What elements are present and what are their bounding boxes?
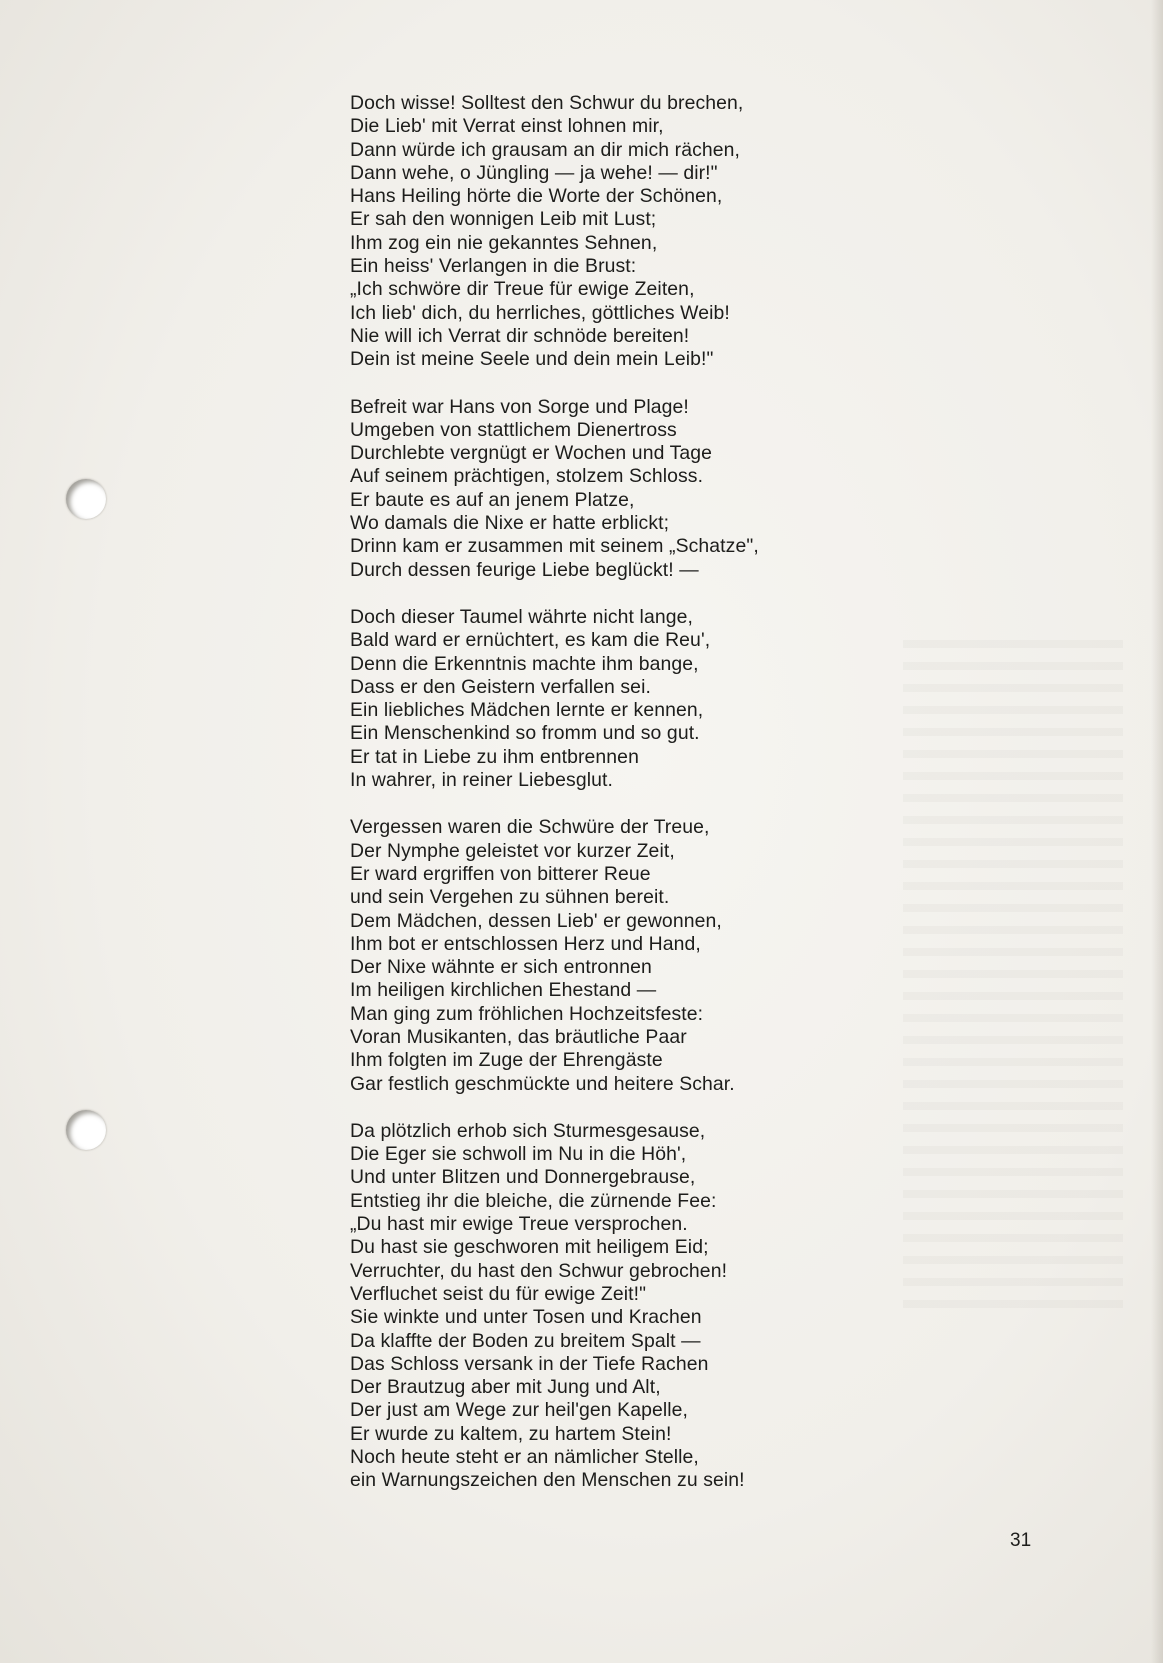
poem-line: Ein liebliches Mädchen lernte er kennen,: [350, 699, 704, 722]
poem-line: Das Schloss versank in der Tiefe Rachen: [350, 1352, 709, 1375]
poem-line: Gar festlich geschmückte und heitere Schar.: [350, 1072, 735, 1095]
stanza-5: [350, 1120, 910, 1493]
poem-line: Drinn kam er zusammen mit seinem „Schatze",: [350, 535, 759, 558]
poem-line: Da klaffte der Boden zu breitem Spalt —: [350, 1329, 701, 1352]
poem-body: [350, 92, 910, 1517]
poem-line: Ihm folgten im Zuge der Ehrengäste: [350, 1049, 663, 1072]
poem-line: Die Eger sie schwoll im Nu in die Höh',: [350, 1143, 687, 1166]
poem-line: Umgeben von stattlichem Dienertross: [350, 418, 677, 441]
poem-line: Du hast sie geschworen mit heiligem Eid;: [350, 1236, 709, 1259]
poem-line: Dann würde ich grausam an dir mich rächen,: [350, 138, 741, 161]
poem-line: Dass er den Geistern verfallen sei.: [350, 675, 651, 698]
poem-line: Sie winkte und unter Tosen und Krachen: [350, 1306, 702, 1329]
poem-line: Ein Menschenkind so fromm und so gut.: [350, 722, 700, 745]
poem-line: „Du hast mir ewige Treue versprochen.: [350, 1213, 688, 1236]
page-edge-shadow: [1151, 0, 1163, 1663]
poem-line: Wo damals die Nixe er hatte erblickt;: [350, 512, 670, 535]
poem-line: Voran Musikanten, das bräutliche Paar: [350, 1025, 687, 1048]
poem-line: Verfluchet seist du für ewige Zeit!": [350, 1282, 647, 1305]
poem-line: Nie will ich Verrat dir schnöde bereiten!: [350, 324, 690, 347]
poem-line: Durch dessen feurige Liebe beglückt! —: [350, 558, 699, 581]
punch-hole-top: [66, 479, 106, 519]
poem-line: Man ging zum fröhlichen Hochzeitsfeste:: [350, 1002, 704, 1025]
poem-line: Der just am Wege zur heil'gen Kapelle,: [350, 1399, 689, 1422]
poem-line: Bald ward er ernüchtert, es kam die Reu',: [350, 629, 711, 652]
poem-line: Durchlebte vergnügt er Wochen und Tage: [350, 442, 713, 465]
poem-line: Denn die Erkenntnis machte ihm bange,: [350, 652, 699, 675]
poem-line: Befreit war Hans von Sorge und Plage!: [350, 395, 689, 418]
poem-line: Vergessen waren die Schwüre der Treue,: [350, 816, 710, 839]
poem-line: Dann wehe, o Jüngling — ja wehe! — dir!": [350, 161, 718, 184]
bleed-through-shadow: [903, 640, 1123, 1320]
poem-line: Ich lieb' dich, du herrliches, göttliches Weib!: [350, 301, 730, 324]
page-number: 31: [1010, 1530, 1032, 1551]
poem-line: Verruchter, du hast den Schwur gebrochen!: [350, 1259, 728, 1282]
poem-line: Er ward ergriffen von bitterer Reue: [350, 862, 651, 885]
poem-line: und sein Vergehen zu sühnen bereit.: [350, 886, 670, 909]
poem-line: Noch heute steht er an nämlicher Stelle,: [350, 1446, 699, 1469]
poem-line: Entstieg ihr die bleiche, die zürnende Fee:: [350, 1189, 717, 1212]
poem-line: Dem Mädchen, dessen Lieb' er gewonnen,: [350, 909, 722, 932]
poem-line: Doch dieser Taumel währte nicht lange,: [350, 605, 693, 628]
stanza-2: [350, 396, 910, 582]
poem-line: Er wurde zu kaltem, zu hartem Stein!: [350, 1422, 672, 1445]
poem-line: Ein heiss' Verlangen in die Brust:: [350, 255, 637, 278]
poem-line: ein Warnungszeichen den Menschen zu sein!: [350, 1469, 745, 1492]
poem-line: Und unter Blitzen und Donnergebrause,: [350, 1166, 696, 1189]
stanza-3: [350, 606, 910, 792]
poem-line: „Ich schwöre dir Treue für ewige Zeiten,: [350, 278, 695, 301]
poem-line: Der Brautzug aber mit Jung und Alt,: [350, 1376, 661, 1399]
poem-line: Er tat in Liebe zu ihm entbrennen: [350, 745, 639, 768]
poem-line: Die Lieb' mit Verrat einst lohnen mir,: [350, 115, 664, 138]
stanza-1: [350, 92, 910, 372]
poem-line: Ihm zog ein nie gekanntes Sehnen,: [350, 231, 658, 254]
poem-line: Da plötzlich erhob sich Sturmesgesause,: [350, 1119, 706, 1142]
poem-line: Dein ist meine Seele und dein mein Leib!": [350, 348, 714, 371]
poem-line: Hans Heiling hörte die Worte der Schönen,: [350, 185, 723, 208]
stanza-4: [350, 816, 910, 1096]
poem-line: Er baute es auf an jenem Platze,: [350, 488, 635, 511]
poem-line: Er sah den wonnigen Leib mit Lust;: [350, 208, 657, 231]
poem-line: Auf seinem prächtigen, stolzem Schloss.: [350, 465, 704, 488]
poem-line: In wahrer, in reiner Liebesglut.: [350, 769, 613, 792]
poem-line: Der Nymphe geleistet vor kurzer Zeit,: [350, 839, 675, 862]
punch-hole-bottom: [66, 1110, 106, 1150]
poem-line: Der Nixe wähnte er sich entronnen: [350, 956, 652, 979]
poem-line: Im heiligen kirchlichen Ehestand —: [350, 979, 657, 1002]
poem-line: Ihm bot er entschlossen Herz und Hand,: [350, 932, 701, 955]
poem-line: Doch wisse! Solltest den Schwur du brechen,: [350, 92, 744, 114]
